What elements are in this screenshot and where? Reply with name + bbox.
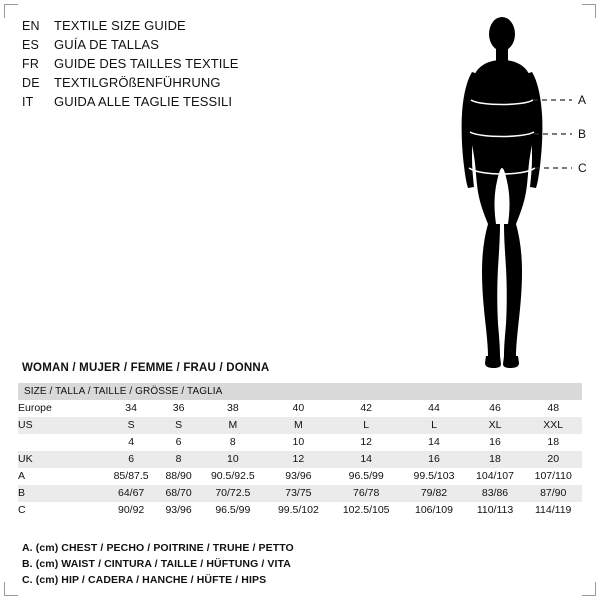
row-label-uk: UK bbox=[18, 451, 104, 468]
cell: 88/90 bbox=[158, 468, 199, 485]
cell: M bbox=[267, 417, 330, 434]
cell: 12 bbox=[267, 451, 330, 468]
language-row-fr bbox=[22, 54, 442, 73]
cell: 96.5/99 bbox=[199, 502, 267, 519]
cell: XL bbox=[466, 417, 525, 434]
cell: 6 bbox=[158, 434, 199, 451]
language-row-es bbox=[22, 35, 442, 54]
language-row-de bbox=[22, 73, 442, 92]
gender-header: WOMAN / MUJER / FEMME / FRAU / DONNA bbox=[22, 362, 270, 374]
table-row bbox=[18, 485, 582, 502]
cell: 8 bbox=[158, 451, 199, 468]
cell: 99.5/103 bbox=[402, 468, 465, 485]
cell: 44 bbox=[402, 400, 465, 417]
cell: XXL bbox=[524, 417, 582, 434]
language-title-it: GUIDA ALLE TAGLIE TESSILI bbox=[54, 94, 233, 109]
language-title-de: TEXTILGRÖßENFÜHRUNG bbox=[54, 75, 221, 90]
cell: 90/92 bbox=[104, 502, 158, 519]
cell: 16 bbox=[402, 451, 465, 468]
row-label-b: B bbox=[18, 485, 104, 502]
language-code-de: DE bbox=[22, 76, 40, 90]
marker-label-b: B bbox=[578, 127, 587, 141]
note-waist: B. (cm) WAIST / CINTURA / TAILLE / HÜFTUNG / VITA bbox=[22, 558, 291, 570]
cell: M bbox=[199, 417, 267, 434]
cell: 12 bbox=[330, 434, 402, 451]
table-header-label: SIZE / TALLA / TAILLE / GRÖSSE / TAGLIA bbox=[18, 383, 582, 400]
note-chest: A. (cm) CHEST / PECHO / POITRINE / TRUHE / PETTO bbox=[22, 542, 294, 554]
size-table bbox=[18, 383, 582, 519]
cell: 68/70 bbox=[158, 485, 199, 502]
silhouette-body bbox=[462, 17, 543, 368]
measurement-notes bbox=[22, 540, 472, 588]
row-label-a: A bbox=[18, 468, 104, 485]
cell: 76/78 bbox=[330, 485, 402, 502]
cell: 99.5/102 bbox=[267, 502, 330, 519]
cell: 104/107 bbox=[466, 468, 525, 485]
cell: 38 bbox=[199, 400, 267, 417]
table-row bbox=[18, 468, 582, 485]
cell: 110/113 bbox=[466, 502, 525, 519]
row-label-c: C bbox=[18, 502, 104, 519]
corner-mark-top-left bbox=[4, 4, 18, 18]
cell: 90.5/92.5 bbox=[199, 468, 267, 485]
language-title-block bbox=[22, 16, 442, 111]
cell: 6 bbox=[104, 451, 158, 468]
cell: 96.5/99 bbox=[330, 468, 402, 485]
marker-label-a: A bbox=[578, 93, 587, 107]
cell: 16 bbox=[466, 434, 525, 451]
cell: 36 bbox=[158, 400, 199, 417]
cell: 73/75 bbox=[267, 485, 330, 502]
row-label-us-numeric bbox=[18, 434, 104, 451]
cell: 83/86 bbox=[466, 485, 525, 502]
cell: 87/90 bbox=[524, 485, 582, 502]
cell: 14 bbox=[402, 434, 465, 451]
language-code-es: ES bbox=[22, 38, 40, 52]
language-title-en: TEXTILE SIZE GUIDE bbox=[54, 18, 186, 33]
cell: S bbox=[104, 417, 158, 434]
cell: 40 bbox=[267, 400, 330, 417]
note-hip: C. (cm) HIP / CADERA / HANCHE / HÜFTE / HIPS bbox=[22, 574, 267, 586]
corner-mark-bottom-right bbox=[582, 582, 596, 596]
row-label-europe: Europe bbox=[18, 400, 104, 417]
cell: L bbox=[330, 417, 402, 434]
cell: 4 bbox=[104, 434, 158, 451]
female-silhouette-figure bbox=[430, 10, 590, 370]
cell: 8 bbox=[199, 434, 267, 451]
cell: 102.5/105 bbox=[330, 502, 402, 519]
cell: 85/87.5 bbox=[104, 468, 158, 485]
cell: 14 bbox=[330, 451, 402, 468]
cell: 70/72.5 bbox=[199, 485, 267, 502]
cell: 93/96 bbox=[158, 502, 199, 519]
cell: 42 bbox=[330, 400, 402, 417]
cell: 79/82 bbox=[402, 485, 465, 502]
cell: 64/67 bbox=[104, 485, 158, 502]
cell: 34 bbox=[104, 400, 158, 417]
corner-mark-bottom-left bbox=[4, 582, 18, 596]
cell: 107/110 bbox=[524, 468, 582, 485]
language-code-it: IT bbox=[22, 95, 34, 109]
table-row bbox=[18, 434, 582, 451]
table-row bbox=[18, 451, 582, 468]
marker-label-c: C bbox=[578, 161, 587, 175]
cell: 20 bbox=[524, 451, 582, 468]
cell: 114/119 bbox=[524, 502, 582, 519]
cell: 93/96 bbox=[267, 468, 330, 485]
cell: L bbox=[402, 417, 465, 434]
cell: 48 bbox=[524, 400, 582, 417]
language-code-en: EN bbox=[22, 19, 40, 33]
cell: 10 bbox=[267, 434, 330, 451]
cell: 10 bbox=[199, 451, 267, 468]
row-label-us: US bbox=[18, 417, 104, 434]
table-row bbox=[18, 400, 582, 417]
language-row-en bbox=[22, 16, 442, 35]
cell: S bbox=[158, 417, 199, 434]
cell: 18 bbox=[524, 434, 582, 451]
table-row bbox=[18, 417, 582, 434]
table-header-row bbox=[18, 383, 582, 400]
language-row-it bbox=[22, 92, 442, 111]
language-code-fr: FR bbox=[22, 57, 40, 71]
cell: 106/109 bbox=[402, 502, 465, 519]
table-row bbox=[18, 502, 582, 519]
language-title-fr: GUIDE DES TAILLES TEXTILE bbox=[54, 56, 239, 71]
cell: 46 bbox=[466, 400, 525, 417]
cell: 18 bbox=[466, 451, 525, 468]
language-title-es: GUÍA DE TALLAS bbox=[54, 37, 159, 52]
